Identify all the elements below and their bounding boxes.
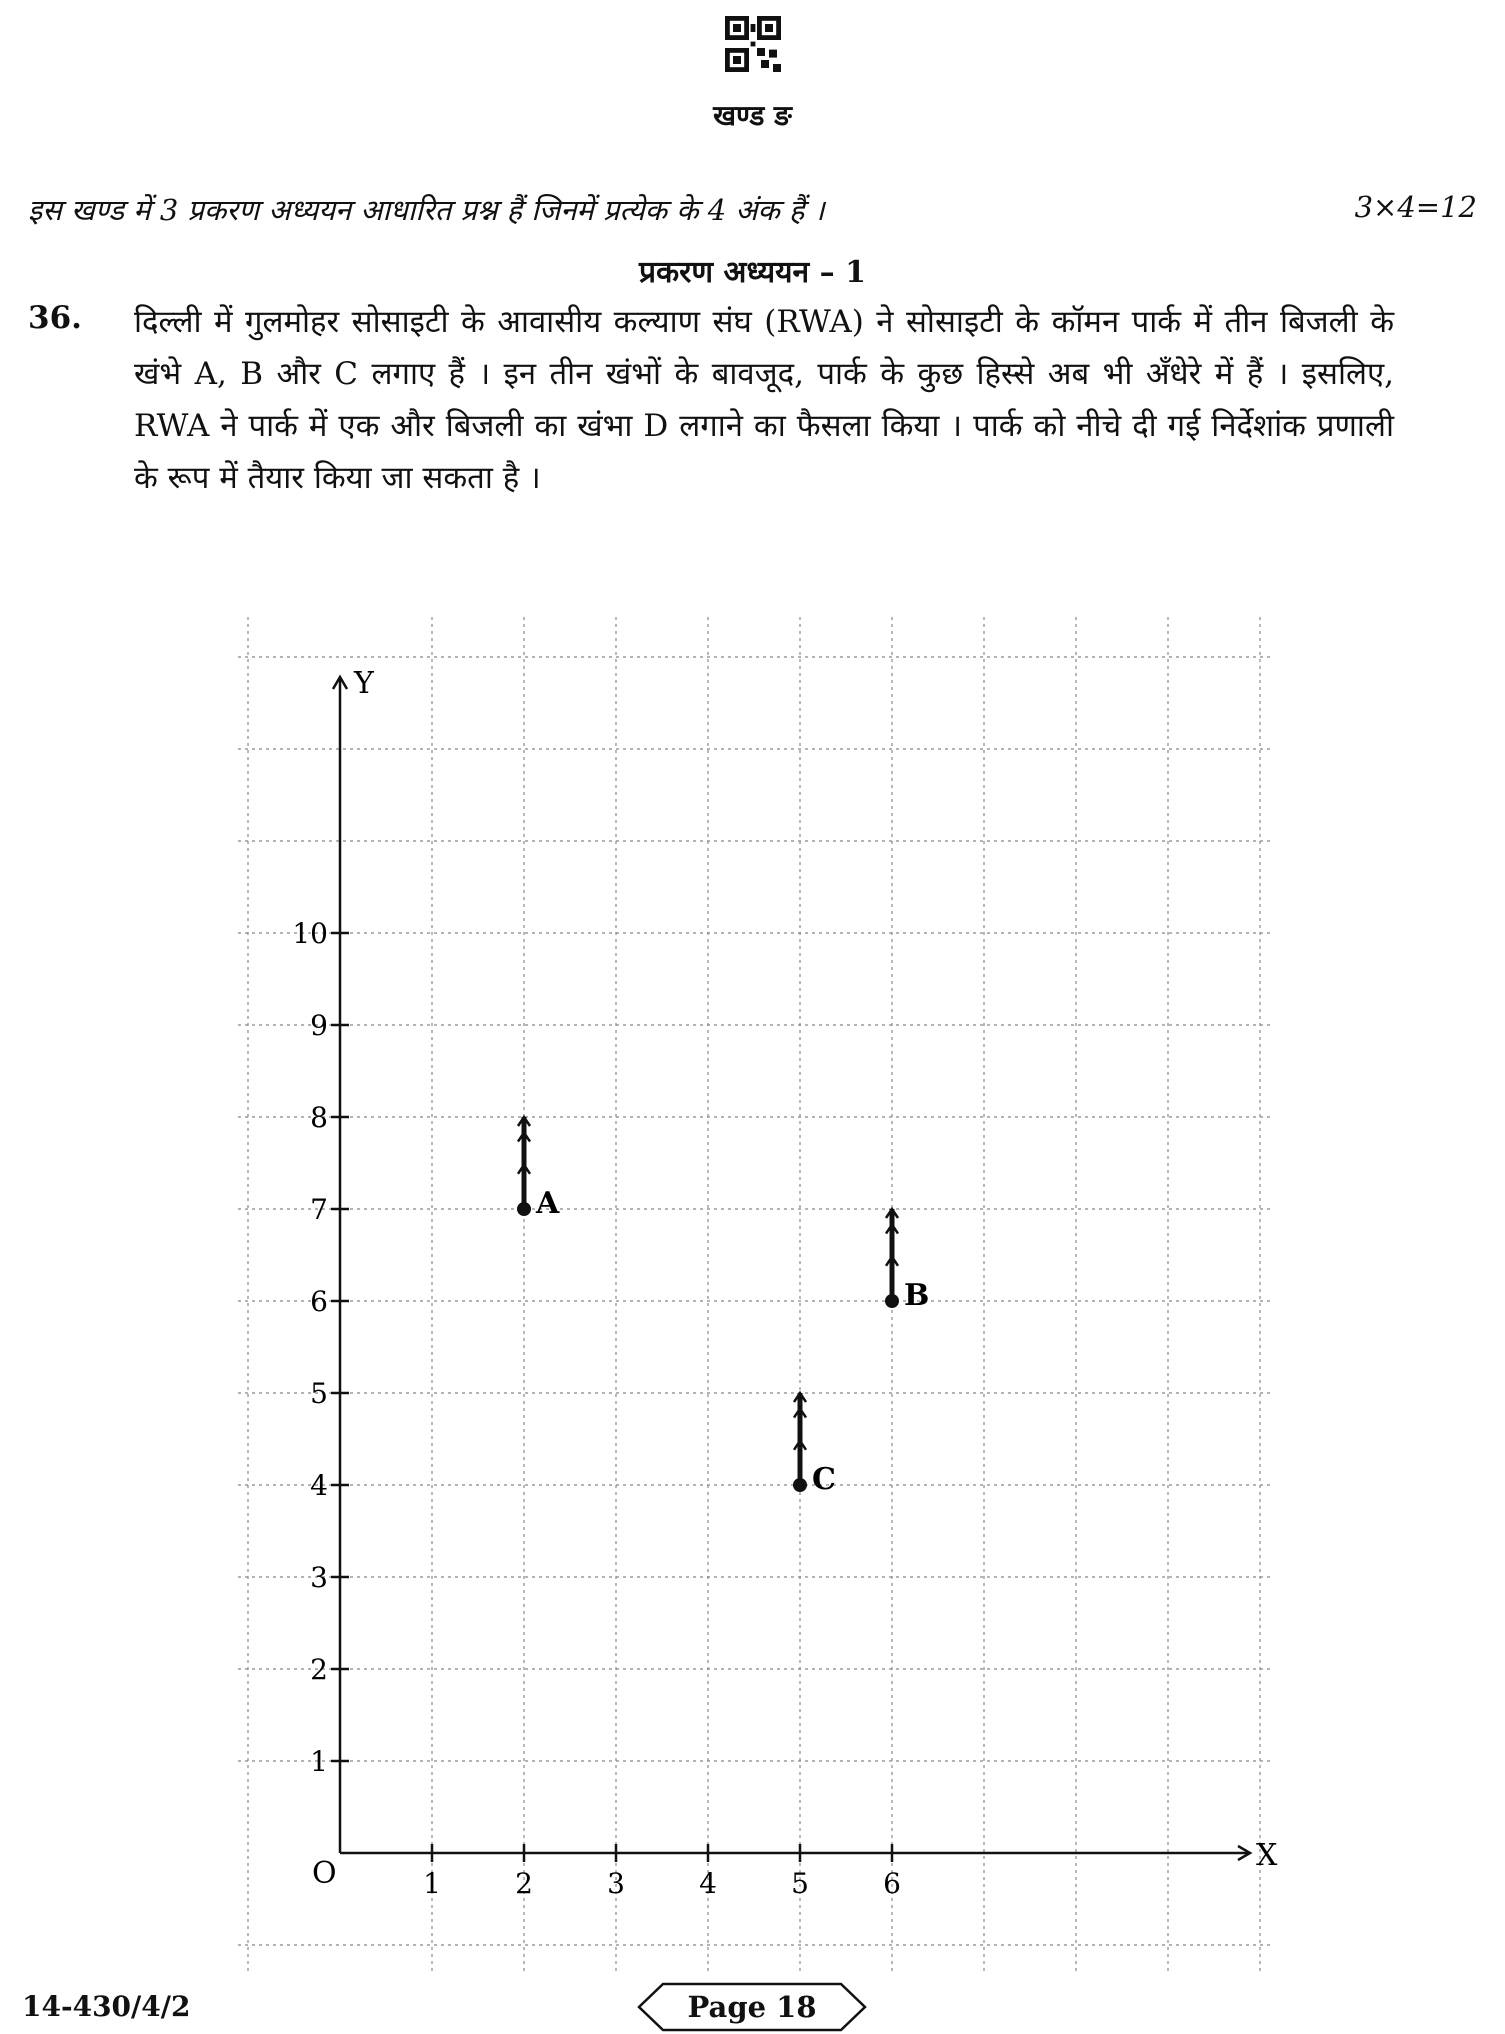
x-tick-label: 2 [515, 1867, 533, 1900]
point-label-a: A [536, 1186, 560, 1221]
y-tick-label: 10 [292, 917, 328, 950]
question-number: 36. [28, 300, 82, 336]
case-study-title: प्रकरण अध्ययन – 1 [639, 255, 866, 290]
origin-label: O [312, 1856, 337, 1891]
y-tick-label: 5 [310, 1377, 328, 1410]
y-tick-label: 6 [310, 1285, 328, 1318]
y-tick-label: 9 [310, 1009, 328, 1042]
point-b [885, 1294, 899, 1308]
x-tick-label: 3 [607, 1867, 625, 1900]
y-tick-label: 1 [310, 1745, 328, 1778]
point-a [517, 1202, 531, 1216]
x-tick-label: 6 [883, 1867, 901, 1900]
x-tick-label: 4 [699, 1867, 717, 1900]
page-number: Page 18 [687, 1990, 817, 2024]
y-axis-label: Y [354, 666, 374, 701]
point-label-c: C [812, 1462, 836, 1497]
point-label-b: B [904, 1278, 930, 1313]
x-tick-label: 1 [423, 1867, 441, 1900]
paper-code: 14-430/4/2 [22, 1990, 191, 2023]
y-tick-label: 4 [310, 1469, 328, 1502]
x-tick-label: 5 [791, 1867, 809, 1900]
y-tick-label: 3 [310, 1561, 328, 1594]
y-tick-label: 2 [310, 1653, 328, 1686]
point-c [793, 1478, 807, 1492]
x-axis-label: X [1256, 1838, 1278, 1873]
section-marks: 3×4=12 [1354, 190, 1477, 224]
y-tick-label: 8 [310, 1101, 328, 1134]
question-text: दिल्ली में गुलमोहर सोसाइटी के आवासीय कल्याण संघ (RWA) ने सोसाइटी के कॉमन पार्क में तीन बिजली के खंभे A, B और C लगाए हैं । इन तीन खंभों के बावजूद, पार्क के कुछ हिस्से अब भी अँधेरे में हैं । इसलिए, RWA ने पार्क में एक और बिजली का खंभा D लगाने का फैसला किया । पार्क को नीचे दी गई निर्देशांक प्रणाली के रूप में तैयार किया जा सकता है । [134, 304, 1394, 496]
section-instructions: इस खण्ड में 3 प्रकरण अध्ययन आधारित प्रश्न हैं जिनमें प्रत्येक के 4 अंक हैं । [28, 193, 825, 227]
section-title: खण्ड ङ [713, 99, 792, 132]
y-tick-label: 7 [310, 1193, 328, 1226]
